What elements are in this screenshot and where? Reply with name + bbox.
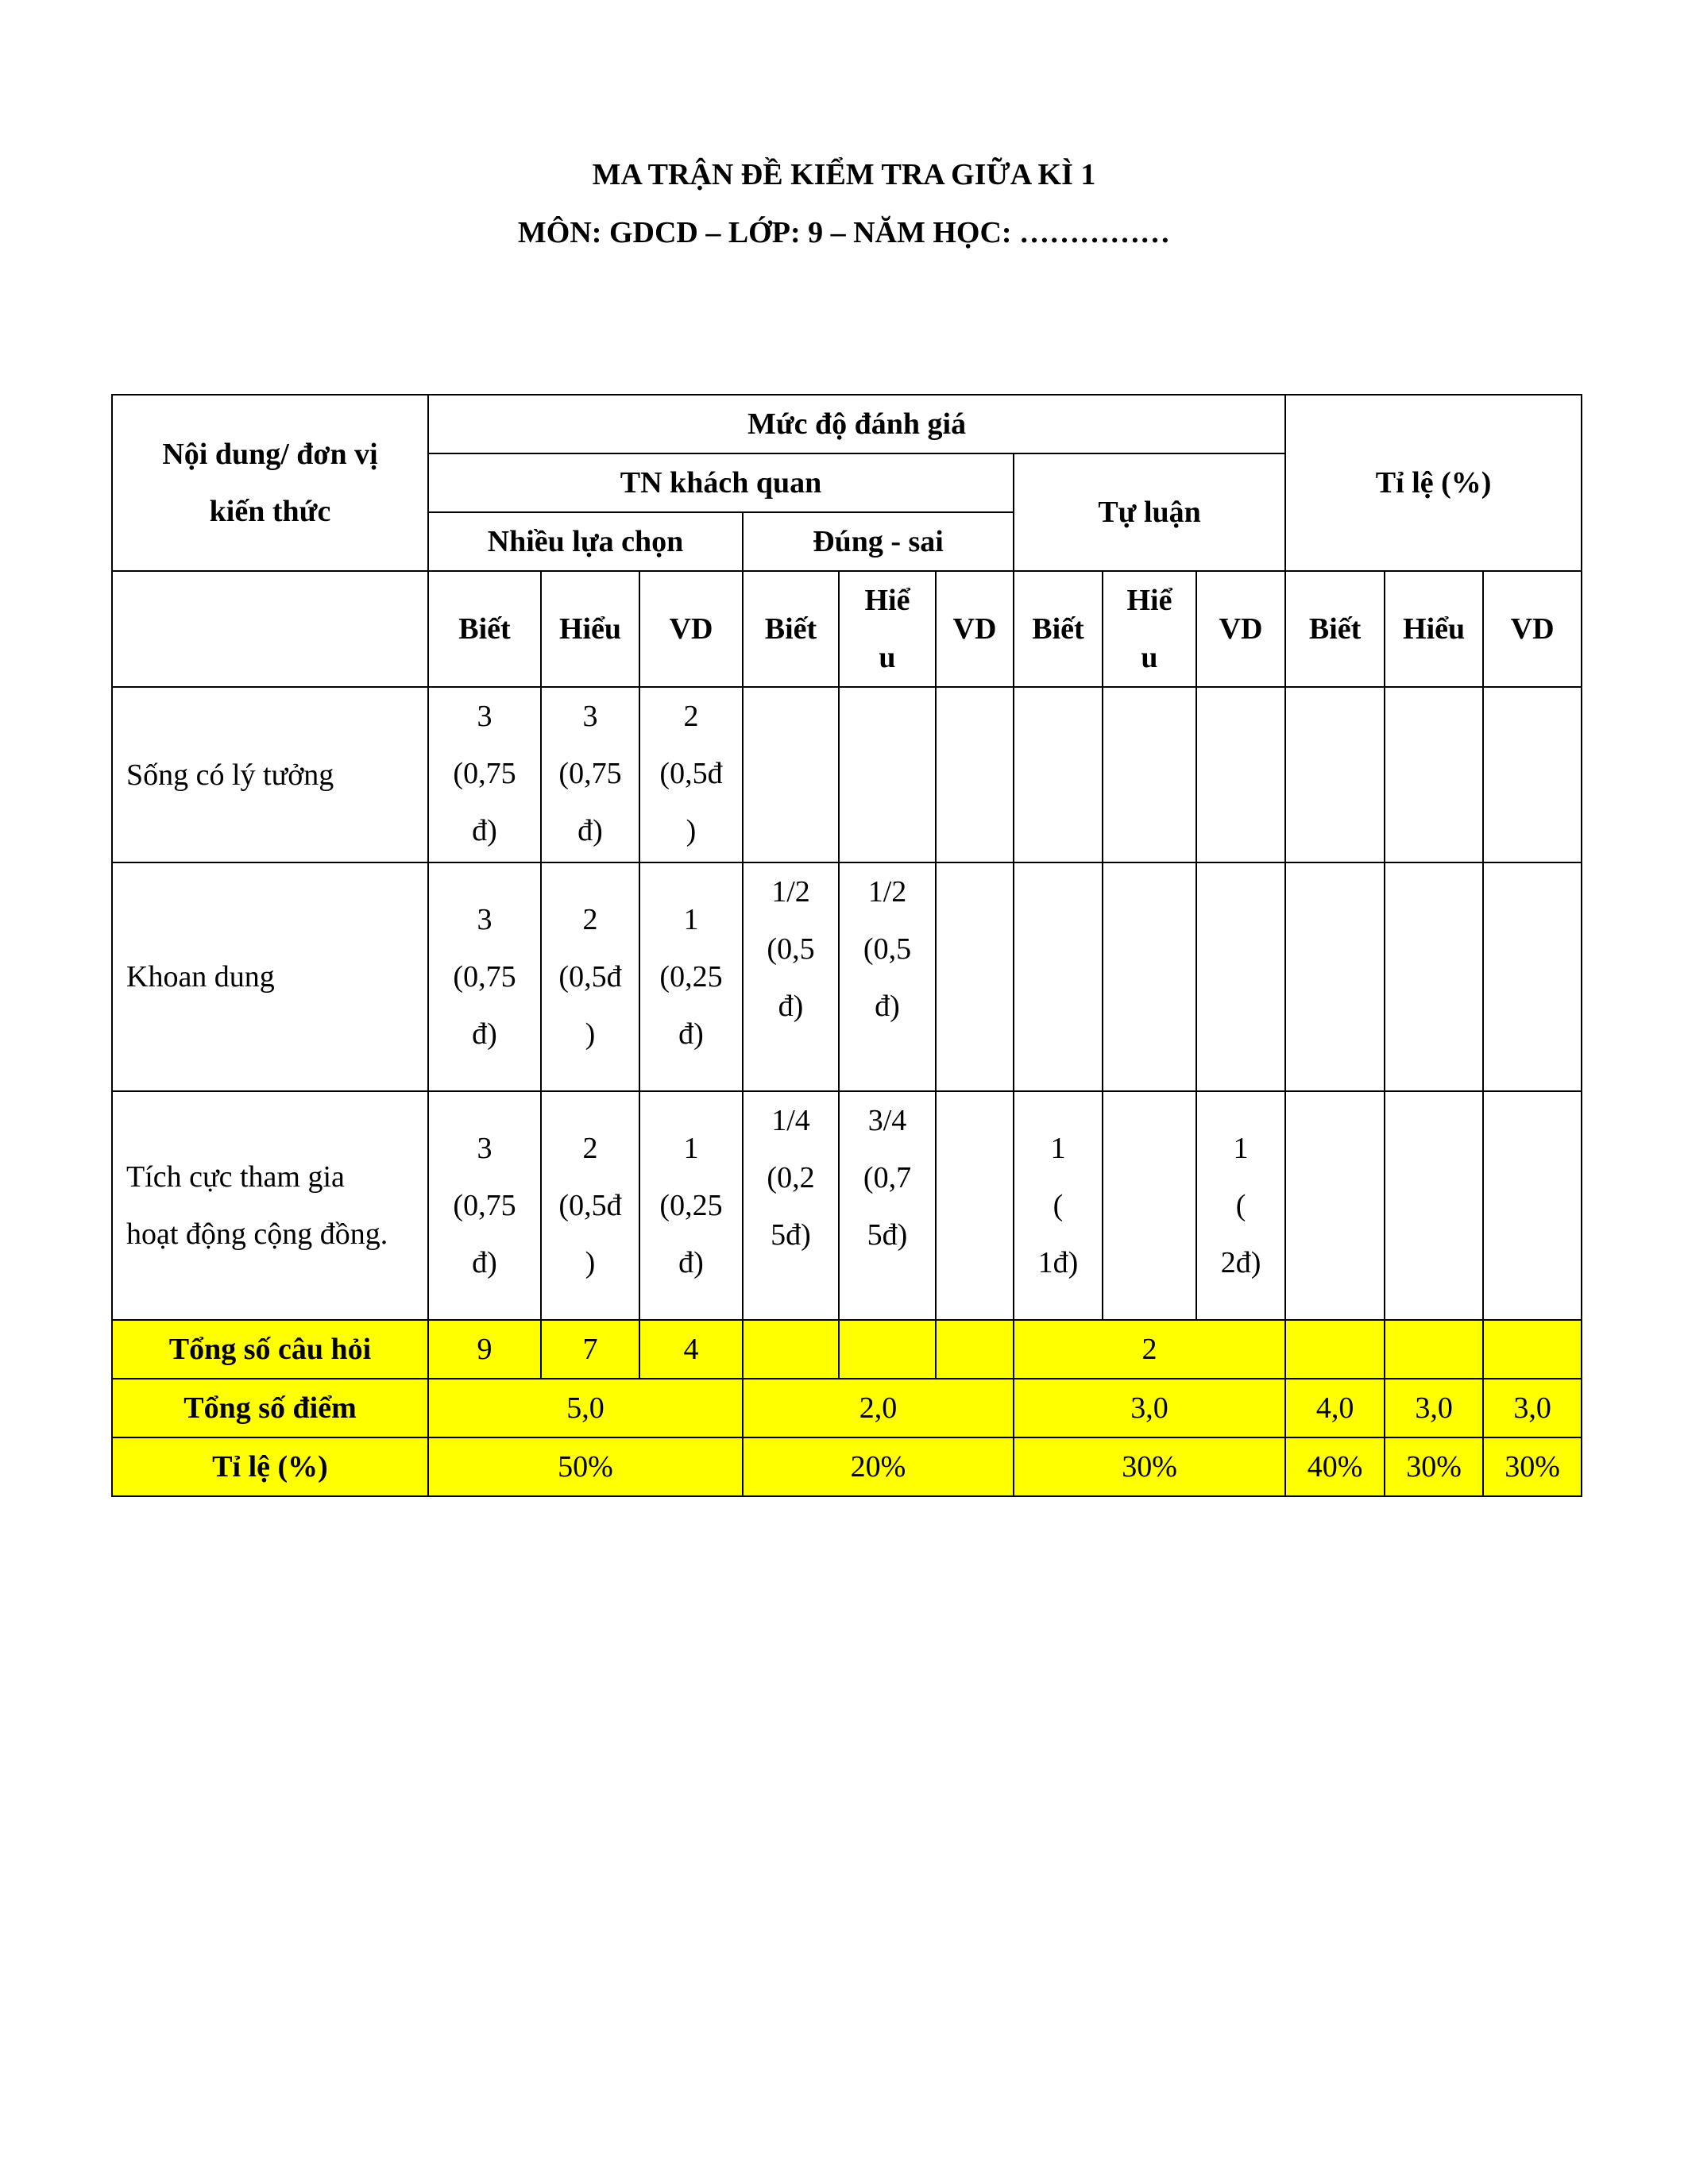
table-cell: 7 [541, 1320, 639, 1379]
table-cell: 3 (0,75 đ) [428, 687, 541, 862]
table-cell [936, 687, 1014, 862]
sub-header-cell: Hiể u [1103, 571, 1196, 687]
content-column-header: Nội dung/ đơn vị kiến thức [112, 395, 428, 571]
table-cell: 4 [639, 1320, 743, 1379]
table-cell: 3,0 [1385, 1379, 1483, 1437]
table-cell: 20% [743, 1437, 1014, 1496]
sub-header-cell: VD [639, 571, 743, 687]
sub-header-cell: Hiể u [839, 571, 936, 687]
assessment-matrix-table [111, 394, 1582, 1497]
table-cell: 4,0 [1285, 1379, 1385, 1437]
table-cell: 2 (0,5đ ) [541, 862, 639, 1091]
true-false-header: Đúng - sai [743, 512, 1014, 571]
total-questions-row [112, 1320, 1582, 1379]
multiple-choice-header: Nhiều lựa chọn [428, 512, 743, 571]
table-cell: 30% [1385, 1437, 1483, 1496]
document-subtitle: MÔN: GDCD – LỚP: 9 – NĂM HỌC: …………… [517, 216, 1171, 249]
table-cell [1285, 687, 1385, 862]
sub-header-cell: VD [1483, 571, 1582, 687]
table-cell [743, 1320, 839, 1379]
topic-cell: Sống có lý tưởng [112, 687, 428, 862]
table-cell: 30% [1014, 1437, 1285, 1496]
table-cell: 1 (0,25 đ) [639, 862, 743, 1091]
table-cell [1285, 1320, 1385, 1379]
assessment-level-header: Mức độ đánh giá [428, 395, 1285, 453]
topic-cell: Khoan dung [112, 862, 428, 1091]
table-cell [1196, 862, 1285, 1091]
table-cell [936, 1320, 1014, 1379]
table-cell [1103, 687, 1196, 862]
table-cell: 3,0 [1483, 1379, 1582, 1437]
table-cell [1285, 1091, 1385, 1320]
table-row [112, 687, 1582, 862]
sub-header-cell: Biết [1285, 571, 1385, 687]
table-cell [1483, 862, 1582, 1091]
table-cell: 5,0 [428, 1379, 743, 1437]
table-cell: 3 (0,75 đ) [428, 1091, 541, 1320]
table-cell: 2 (0,5đ ) [639, 687, 743, 862]
table-cell [1385, 1091, 1483, 1320]
sub-header-cell: VD [1196, 571, 1285, 687]
table-cell [1103, 862, 1196, 1091]
objective-test-header: TN khách quan [428, 453, 1014, 512]
total-points-label: Tổng số điểm [112, 1379, 428, 1437]
sub-header-cell: Hiểu [541, 571, 639, 687]
table-cell [1385, 687, 1483, 862]
sub-header-row [112, 571, 1582, 687]
sub-header-cell: VD [936, 571, 1014, 687]
header-row [112, 395, 1582, 453]
total-points-row [112, 1379, 1582, 1437]
table-cell [1285, 862, 1385, 1091]
table-cell: 1 (0,25 đ) [639, 1091, 743, 1320]
table-cell: 30% [1483, 1437, 1582, 1496]
table-cell: 1/2 (0,5 đ) [839, 862, 936, 1091]
table-cell: 2 [1014, 1320, 1285, 1379]
table-cell: 2 (0,5đ ) [541, 1091, 639, 1320]
table-cell [1014, 862, 1103, 1091]
table-cell [112, 571, 428, 687]
essay-header: Tự luận [1014, 453, 1285, 571]
total-percent-label: Tỉ lệ (%) [112, 1437, 428, 1496]
sub-header-cell: Biết [428, 571, 541, 687]
table-cell: 1 ( 2đ) [1196, 1091, 1285, 1320]
table-row [112, 1091, 1582, 1320]
table-cell [839, 687, 936, 862]
table-cell [936, 1091, 1014, 1320]
topic-cell: Tích cực tham gia hoạt động cộng đồng. [112, 1091, 428, 1320]
ratio-header: Tỉ lệ (%) [1285, 395, 1582, 571]
table-cell: 3 (0,75 đ) [541, 687, 639, 862]
table-cell [1385, 862, 1483, 1091]
table-cell [1483, 1320, 1582, 1379]
table-row [112, 862, 1582, 1091]
table-cell: 1/2 (0,5 đ) [743, 862, 839, 1091]
table-cell [1196, 687, 1285, 862]
table-cell: 2,0 [743, 1379, 1014, 1437]
table-cell [839, 1320, 936, 1379]
table-cell [1483, 687, 1582, 862]
table-cell [1103, 1091, 1196, 1320]
total-percent-row [112, 1437, 1582, 1496]
sub-header-cell: Biết [743, 571, 839, 687]
table-cell: 50% [428, 1437, 743, 1496]
table-cell: 40% [1285, 1437, 1385, 1496]
table-cell [1014, 687, 1103, 862]
total-questions-label: Tổng số câu hỏi [112, 1320, 428, 1379]
table-cell: 1 ( 1đ) [1014, 1091, 1103, 1320]
table-cell: 3/4 (0,7 5đ) [839, 1091, 936, 1320]
table-cell [743, 687, 839, 862]
document-title: MA TRẬN ĐỀ KIỂM TRA GIỮA KÌ 1 [592, 158, 1096, 191]
table-cell [1385, 1320, 1483, 1379]
table-cell: 3,0 [1014, 1379, 1285, 1437]
sub-header-cell: Hiểu [1385, 571, 1483, 687]
table-cell [936, 862, 1014, 1091]
sub-header-cell: Biết [1014, 571, 1103, 687]
table-cell: 3 (0,75 đ) [428, 862, 541, 1091]
table-cell: 1/4 (0,2 5đ) [743, 1091, 839, 1320]
table-cell: 9 [428, 1320, 541, 1379]
table-cell [1483, 1091, 1582, 1320]
